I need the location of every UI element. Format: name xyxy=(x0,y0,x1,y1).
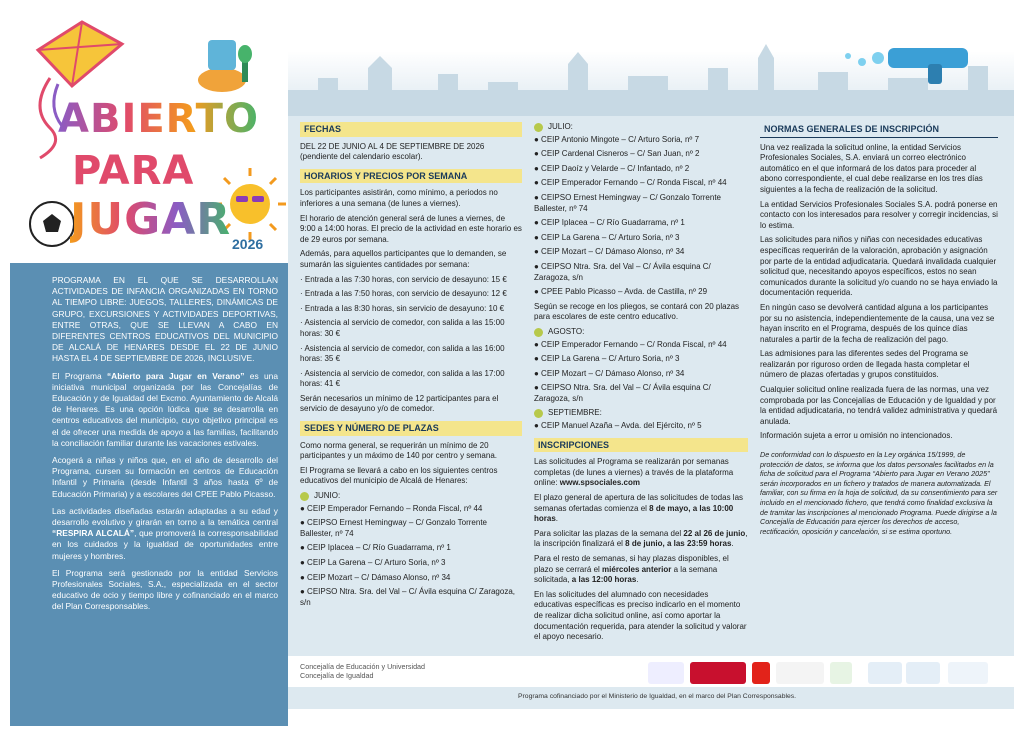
green-dot-icon xyxy=(534,328,543,337)
column-2 xyxy=(534,116,748,647)
green-dot-icon xyxy=(300,492,309,501)
ministry-logo-icon xyxy=(776,662,824,684)
school-item: ● CEIPSO Ernest Hemingway – C/ Gonzalo Torrente Ballester, nº 74 xyxy=(534,192,721,213)
title-word-1: ABIERTO xyxy=(58,96,259,142)
normas-p6: Cualquier solicitud online realizada fuera de las normas, una vez comprobada por las Concejalías de Educación y de Igualdad y por la entidad adjudicataria, no tendrá validez administrativa y quedará anulada. xyxy=(760,385,998,426)
price-item: · Asistencia al servicio de comedor, con salida a las 16:00 horas: 35 € xyxy=(300,343,505,364)
sand-bucket-icon xyxy=(198,40,252,92)
fechas-text: DEL 22 DE JUNIO AL 4 DE SEPTIEMBRE DE 2026 (pendiente del calendario escolar). xyxy=(300,141,485,162)
school-item: ● CEIPSO Ntra. Sra. del Val – C/ Ávila esquina C/ Zaragoza, s/n xyxy=(534,383,711,403)
school-item: ● CEIP Iplacea – C/ Río Guadarrama, nº 1 xyxy=(300,543,451,553)
school-item: ● CEIPSO Ernest Hemingway – C/ Gonzalo Torrente Ballester, nº 74 xyxy=(300,518,487,538)
inscripciones-p2: El plazo general de apertura de las solicitudes de todas las semanas ofertadas comienza el 8 de mayo, a las 10:00 horas. xyxy=(534,493,744,524)
school-item: ● CEIP Antonio Mingote – C/ Arturo Soria, nº 7 xyxy=(534,134,700,144)
building-logo-2-icon xyxy=(906,662,940,684)
inscripciones-p1: Las solicitudes al Programa se realizarán por semanas completas (de lunes a viernes) a través de la plataforma online: www.spsociales.com xyxy=(534,457,734,488)
brochure xyxy=(10,8,1014,726)
price-item: · Asistencia al servicio de comedor, con salida a las 15:00 horas: 30 € xyxy=(300,318,505,338)
title-year: 2026 xyxy=(232,236,264,252)
inscripciones-p4: Para el resto de semanas, si hay plazas disponibles, el plazo se cerrará el miércoles anterior a la semana solicitada, a las 12:00 horas. xyxy=(534,554,729,585)
month-septiembre: SEPTIEMBRE: xyxy=(534,408,748,419)
school-item: ● CEIPSO Ntra. Sra. del Val – C/ Ávila esquina C/ Zaragoza, s/n xyxy=(300,587,515,607)
school-item: ● CEIP Mozart – C/ Dámaso Alonso, nº 34 xyxy=(534,368,685,378)
main-content xyxy=(288,116,1014,656)
horarios-p2: El horario de atención general será de lunes a viernes, de 9:00 a 14:00 horas. El precio de la actividad en este horario es de 29 euros por semana. xyxy=(300,213,522,244)
price-item: · Entrada a las 8:30 horas, sin servicio de desayuno: 10 € xyxy=(300,303,505,313)
month-agosto: AGOSTO: xyxy=(534,327,748,338)
normas-p4: En ningún caso se devolverá cantidad alguna a los participantes por su no asistencia, independientemente de la causa, una vez se hayan inscrito en el Programa, después de los quince días naturales a partir de la fecha de realización del pago. xyxy=(760,302,995,344)
footer-departments xyxy=(300,662,425,680)
school-item: ● CEIP Emperador Fernando – C/ Ronda Fiscal, nº 44 xyxy=(534,339,727,349)
sedes-p1: Como norma general, se requerirán un mínimo de 20 participantes y un máximo de 140 por centro y semana. xyxy=(300,440,497,461)
school-item: ● CEIP Cardenal Cisneros – C/ San Juan, nº 2 xyxy=(534,149,700,159)
normas-p5: Las admisiones para las diferentes sedes del Programa se realizarán por riguroso orden de llegada hasta completar el número de plazas ofertadas y grupos constituidos. xyxy=(760,349,970,380)
sps-logo-icon xyxy=(648,662,684,684)
cofinanciado-bar: Programa cofinanciado por el Ministerio de Igualdad, en el marco del Plan Corresponsables. xyxy=(288,687,1014,709)
school-item: ● CEIP Mozart – C/ Dámaso Alonso, nº 34 xyxy=(300,572,451,582)
month-julio: JULIO: xyxy=(534,122,748,133)
green-dot-icon xyxy=(534,409,543,418)
legal-notice: De conformidad con lo dispuesto en la Ley orgánica 15/1999, de protección de datos, se informa que los datos personales facilitados en la ficha de solicitud para el Programa “Abierto para Jugar en Verano 2025” serán incorporados en un fichero y tratados de manera automatizada. El familiar, con su firma en la hoja de solicitud, da su consentimiento para ser incluido en el mencionado fichero, que tendrá como finalidad exclusiva la de tramitar las inscripciones al mencionado Programa. Puede dirigirse a la Concejalía de Educación para ejercer los derechos de acceso, rectificación, oposición y cancelación, si se estima oportuno. xyxy=(760,450,998,536)
left-column xyxy=(10,8,288,726)
inscripciones-heading: INSCRIPCIONES xyxy=(534,438,748,453)
normas-p3: Las solicitudes para niños y niñas con necesidades educativas específicas requerirán de la valoración, aprobación y asignación por parte de la entidad adjudicataria. Quedará invalidada cualquier solicitud que, necesitando apoyos específicos, estos no sean comunicados durante la solicitud y/o cuando no se haya enviado la documentación requerida. xyxy=(760,235,998,298)
school-item: ● CEIPSO Ntra. Sra. del Val – C/ Ávila esquina C/ Zaragoza, s/n xyxy=(534,261,711,282)
green-logo-icon xyxy=(830,662,852,684)
hero-artwork xyxy=(10,8,288,263)
horarios-heading: HORARIOS Y PRECIOS POR SEMANA xyxy=(300,169,522,184)
school-item: ● CEIP La Garena – C/ Arturo Soria, nº 3 xyxy=(534,354,680,364)
price-item: · Entrada a las 7:30 horas, con servicio de desayuno: 15 € xyxy=(300,274,507,284)
football-icon xyxy=(30,202,74,246)
school-item: ● CEIP Iplacea – C/ Río Guadarrama, nº 1 xyxy=(534,218,685,228)
platform-link[interactable]: www.spsociales.com xyxy=(559,478,640,488)
inscripciones-p3: Para solicitar las plazas de la semana del 22 al 26 de junio, la inscripción finalizará el 8 de junio, a las 23:59 horas. xyxy=(534,528,748,549)
column-1 xyxy=(300,116,522,612)
dept-equality: Concejalía de Igualdad xyxy=(300,671,374,680)
management-description: El Programa será gestionado por la entidad Servicios Profesionales Sociales, S.A., especializada en el sector educativo de ocio y tiempo libre y cofinanciado en el marco del Plan Corresponsables. xyxy=(52,567,278,612)
column-3 xyxy=(760,116,998,540)
skyline-illustration xyxy=(288,8,1014,116)
sedes-heading: SEDES Y NÚMERO DE PLAZAS xyxy=(300,421,522,436)
normas-p1: Una vez realizada la solicitud online, la entidad Servicios Profesionales Sociales, S.A. enviará un correo electrónico automático en el que informará de los datos para proceder al abono correspondiente, el cual debe realizarse en los tres días siguientes a la fecha de realización de la solicitud. xyxy=(760,142,983,194)
school-item: ● CEIP Emperador Fernando – C/ Ronda Fiscal, nº 44 xyxy=(534,178,727,188)
building-logo-icon xyxy=(868,662,902,684)
dept-education: Concejalía de Educación y Universidad xyxy=(300,662,426,671)
program-description: El Programa “Abierto para Jugar en Verano” es una iniciativa municipal organizada por las Concejalías de Educación y de Igualdad del Excmo. Ayuntamiento de Alcalá de Henares. Es una opción lúdica que se desarrolla en centros educativos del municipio, cuyo objetivo principal es el de ofrecer una medida de apoyo a las familias, facilitando la conciliación familiar durante las vacaciones estivales. xyxy=(52,370,278,448)
inscripciones-p5: En las solicitudes del alumnado con necesidades educativas específicas es preciso indicarlo en el momento de realizar dicha solicitud online, así como aportar la documentación requerida, para atender la solicitud y valorar el apoyo necesario. xyxy=(534,589,747,642)
intro-text: PROGRAMA EN EL QUE SE DESARROLLAN ACTIVIDADES DE INFANCIA ORGANIZADAS EN TORNO AL TIEMPO LIBRE: JUEGOS, TALLERES, DINÁMICAS DE GRUPO, EXCURSIONES Y ACTIVIDADES DEPORTIVAS, ENTRE OTRAS, QUE SE LLEVAN A CABO EN DIFERENTES CENTROS EDUCATIVOS DEL MUNICIPIO DE ALCALÁ DE HENARES DESDE EL 22 DE JUNIO HASTA EL 4 DE SEPTIEMBRE DE 2026, INCLUSIVE. xyxy=(52,275,278,364)
alcala-logo-icon xyxy=(948,662,988,684)
price-item: · Asistencia al servicio de comedor, con salida a las 17:00 horas: 41 € xyxy=(300,368,505,389)
fechas-heading: FECHAS xyxy=(300,122,522,137)
sedes-p2: El Programa se llevará a cabo en los siguientes centros educativos del municipio de Alcalá de Henares: xyxy=(300,465,498,486)
school-item: ● CEIP La Garena – C/ Arturo Soria, nº 3 xyxy=(534,232,680,242)
government-logo-icon xyxy=(690,662,746,684)
school-item: ● CEIP Daoíz y Velarde – C/ Infantado, nº 2 xyxy=(534,163,690,173)
normas-heading: NORMAS GENERALES DE INSCRIPCIÓN xyxy=(760,122,998,138)
title-word-3: JUGAR xyxy=(70,194,232,245)
intro-panel xyxy=(10,263,288,726)
school-item: ● CEIP Manuel Azaña – Avda. del Ejército, nº 5 xyxy=(534,421,702,431)
school-item: ● CEIP Mozart – C/ Dámaso Alonso, nº 34 xyxy=(534,247,685,257)
madrid-logo-icon xyxy=(752,662,770,684)
horarios-p3: Además, para aquellos participantes que lo demanden, se sumarán las siguientes cantidades por semana: xyxy=(300,249,507,269)
horarios-p4: Serán necesarios un mínimo de 12 participantes para el servicio de desayuno y/o de comedor. xyxy=(300,393,499,414)
school-item: ● CPEE Pablo Picasso – Avda. de Castilla, nº 29 xyxy=(534,287,708,297)
julio-note: Según se recoge en los pliegos, se contará con 20 plazas para escolares de este centro educativo. xyxy=(534,301,740,322)
city-skyline xyxy=(288,8,1014,116)
green-dot-icon xyxy=(534,123,543,132)
title-word-2: PARA xyxy=(72,148,195,194)
school-item: ● CEIP Emperador Fernando – Ronda Fiscal, nº 44 xyxy=(300,503,483,513)
price-item: · Entrada a las 7:50 horas, con servicio de desayuno: 12 € xyxy=(300,289,507,299)
normas-p7: Información sujeta a error u omisión no intencionados. xyxy=(760,431,953,441)
school-item: ● CEIP La Garena – C/ Arturo Soria, nº 3 xyxy=(300,558,446,567)
normas-p2: La entidad Servicios Profesionales Sociales S.A. podrá ponerse en contacto con los interesados para resolver y corregir incidencias, si lo estima. xyxy=(760,199,998,230)
theme-description: Las actividades diseñadas estarán adaptadas a su edad y desarrollo evolutivo y girarán en torno a la temática central “RESPIRA ALCALÁ”, que promoverá la corresponsabilidad en los cuidados y la igualdad de oportunidades entre mujeres y hombres. xyxy=(52,505,278,561)
audience-description: Acogerá a niñas y niños que, en el año de desarrollo del Programa, cursen su formación en centros de Educación Infantil y Primaria (desde Infantil 3 años hasta 6º de Educación Primaria) y a escolares del CPEE Pablo Picasso. xyxy=(52,455,278,499)
month-junio: JUNIO: xyxy=(300,491,522,502)
horarios-p1: Los participantes asistirán, como mínimo, a periodos no inferiores a una semana (de lunes a viernes). xyxy=(300,188,498,208)
